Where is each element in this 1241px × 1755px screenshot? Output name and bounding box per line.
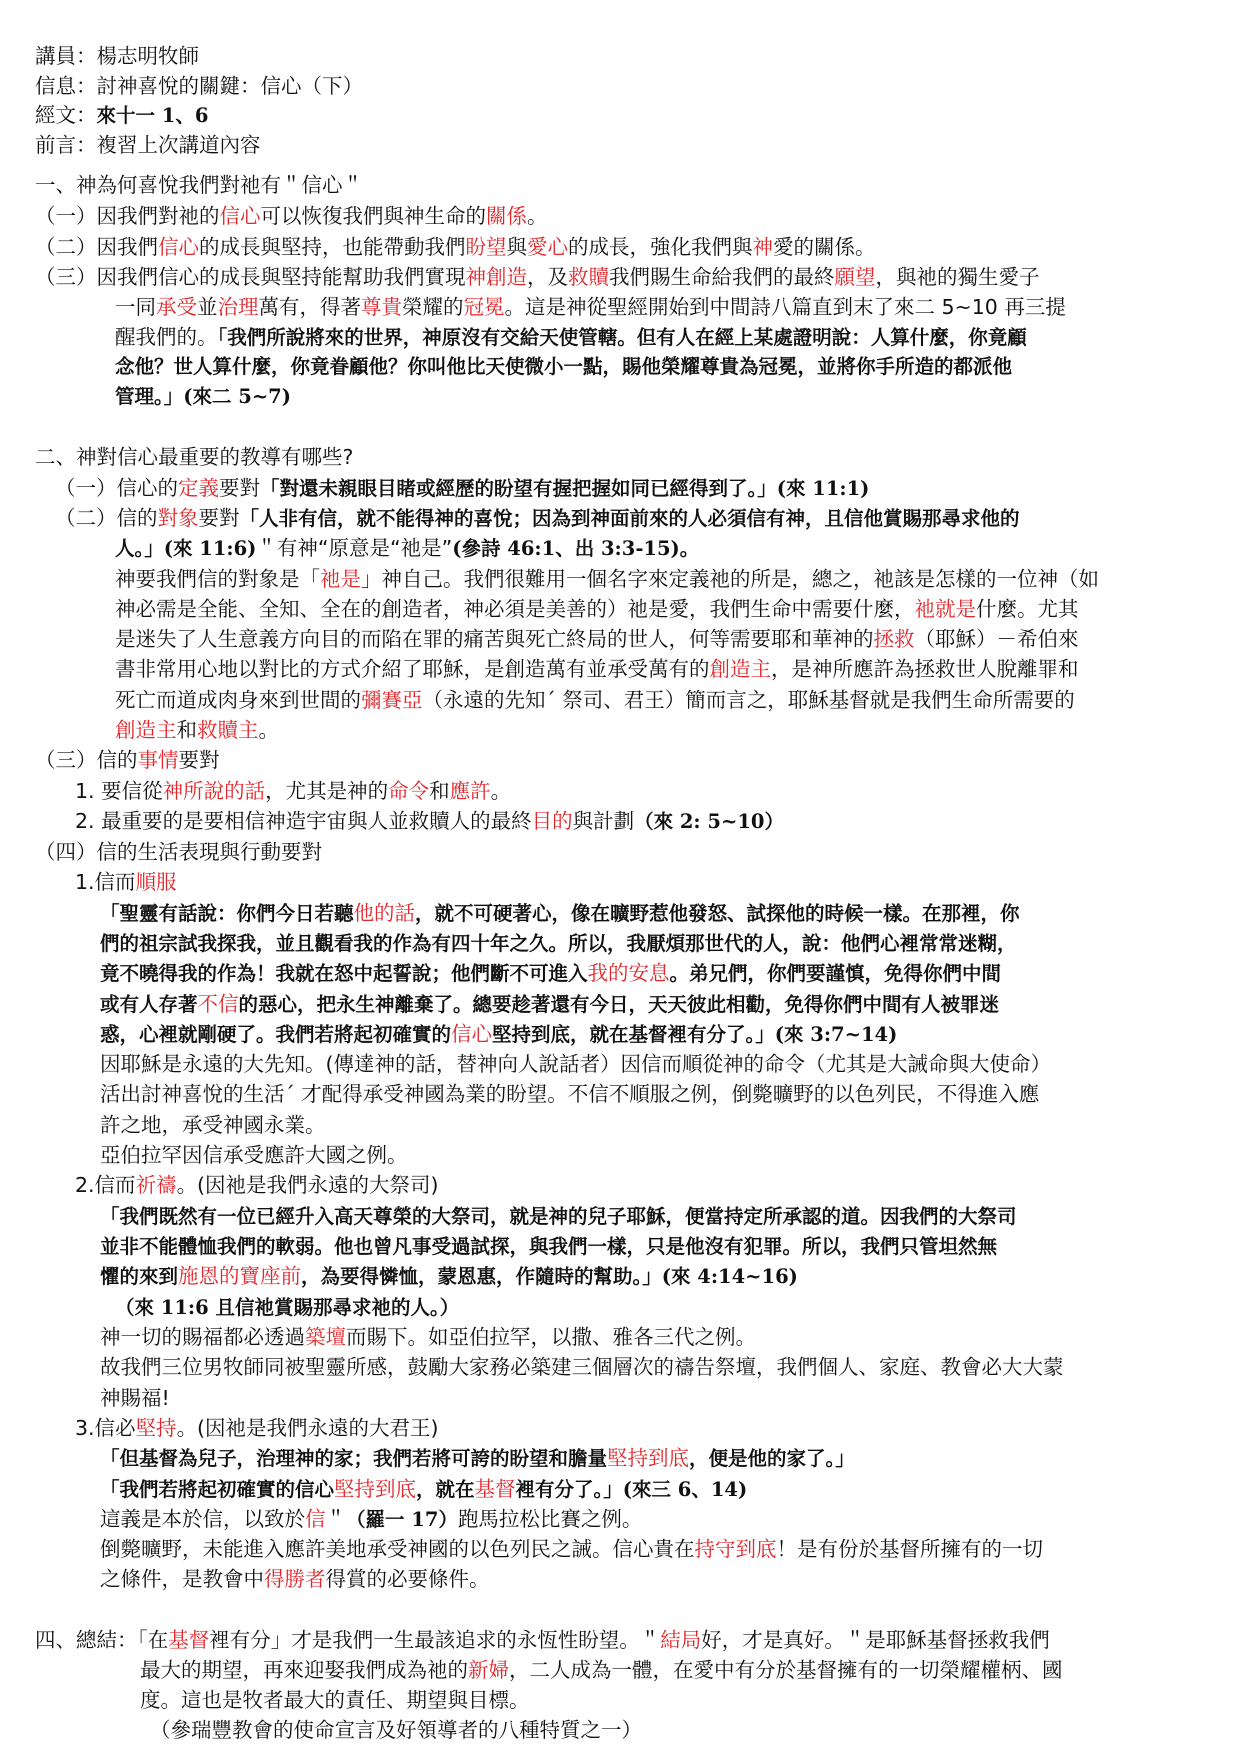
outline-line — [75, 777, 511, 806]
outline-line — [100, 1141, 408, 1170]
outline-line — [100, 1475, 747, 1504]
highlighted-term: 不信 — [197, 992, 239, 1016]
text-run: 一、神為何喜悅我們對祂有＂信心＂ — [35, 173, 363, 197]
text-run: 死亡而道成肉身來到世間的 — [115, 688, 361, 712]
outline-line — [100, 1535, 1043, 1564]
highlighted-term: 結局 — [660, 1628, 702, 1652]
scripture-quote: 懼的來到 — [100, 1265, 179, 1288]
outline-line — [100, 1202, 1017, 1231]
text-run: 與計劃 — [572, 809, 635, 833]
outline-line — [100, 1020, 897, 1049]
outline-line — [115, 655, 1079, 684]
text-run: 信息：討神喜悅的關鍵：信心（下） — [35, 74, 363, 98]
outline-line — [35, 746, 220, 775]
highlighted-term: 祈禱 — [135, 1173, 177, 1197]
outline-line — [100, 1384, 170, 1413]
text-run: ＂ — [325, 1507, 346, 1531]
text-run: 3.信必 — [75, 1416, 136, 1440]
speaker-line — [35, 42, 199, 71]
outline-line — [115, 716, 279, 745]
text-run: 許之地，承受神國永業。 — [100, 1113, 326, 1137]
highlighted-term: 冠冕 — [463, 295, 505, 319]
highlighted-term: 基督 — [168, 1628, 210, 1652]
text-run: （二）因我們 — [35, 235, 158, 259]
scripture-quote: (參詩 46:1、出 3:3-15)。 — [452, 537, 700, 560]
text-run: 前言：複習上次講道內容 — [35, 133, 261, 157]
outline-line — [100, 1050, 1051, 1079]
highlighted-term: 尊貴 — [361, 295, 402, 319]
text-run: 因耶穌是永遠的大先知。(傳達神的話，替神向人說話者）因信而順從神的命令（尤其是大誡命與大使命） — [100, 1052, 1051, 1076]
scripture-quote: 們的祖宗試我探我，並且觀看我的作為有四十年之久。所以，我厭煩那世代的人，說：他們心裡常常迷糊， — [100, 932, 1017, 955]
outline-line — [75, 868, 177, 897]
highlighted-term: 定義 — [178, 476, 219, 500]
outline-line — [35, 263, 1040, 292]
outline-line — [100, 990, 999, 1019]
highlighted-term: 盼望 — [465, 235, 507, 259]
text-run: （一）信心的 — [55, 476, 178, 500]
text-run: 醒我們的。 — [115, 325, 218, 349]
text-run: 2. 最重要的是要相信神造宇宙與人並救贖人的最終 — [75, 809, 532, 833]
outline-line — [150, 1716, 642, 1745]
text-run: 的成長與堅持，也能帶動我們 — [199, 235, 466, 259]
scripture-quote: 「但基督為兒子，治理神的家；我們若將可誇的盼望和膽量 — [100, 1447, 608, 1470]
text-run: 神一切的賜福都必透過 — [100, 1325, 305, 1349]
text-run: 可以恢復我們與神生命的 — [260, 204, 486, 228]
outline-line — [115, 352, 1012, 381]
outline-line — [115, 534, 699, 563]
text-run: 。這是神從聖經開始到中間詩八篇直到末了來二 5~10 再三提 — [504, 295, 1066, 319]
outline-line — [100, 1232, 997, 1261]
outline-line — [140, 1686, 530, 1715]
scripture-quote: 堅持到底，就在基督裡有分了。」(來 3:7~14) — [492, 1023, 898, 1046]
text-run: 而賜下。如亞伯拉罕，以撒、雅各三代之例。 — [346, 1325, 756, 1349]
text-run: 活出討神喜悅的生活´ 才配得承受神國為業的盼望。不信不順服之例，倒斃曠野的以色列民，不得進入應 — [100, 1082, 1040, 1106]
outline-line — [55, 504, 1020, 533]
text-run: （永遠的先知´ 祭司、君王）簡而言之，耶穌基督就是我們生命所需要的 — [422, 688, 1075, 712]
outline-line — [100, 1444, 855, 1473]
text-run: （三）信的 — [35, 748, 138, 772]
scripture-quote: ，為要得憐恤，蒙恩惠，作隨時的幫助。」(來 4:14~16) — [301, 1265, 798, 1288]
outline-line — [35, 171, 363, 200]
text-run: 之條件，是教會中 — [100, 1567, 264, 1591]
scripture-quote: 或有人存著 — [100, 993, 198, 1016]
highlighted-term: 目的 — [531, 809, 573, 833]
highlighted-term: 對象 — [157, 506, 199, 530]
highlighted-term: 神 — [752, 235, 773, 259]
outline-line — [140, 1656, 1063, 1685]
text-run: 2.信而 — [75, 1173, 136, 1197]
text-run: （耶穌）－希伯來 — [914, 627, 1079, 651]
text-run: 度。這也是牧者最大的責任、期望與目標。 — [140, 1688, 530, 1712]
text-run: 亞伯拉罕因信承受應許大國之例。 — [100, 1143, 408, 1167]
text-run: ，是神所應許為拯救世人脫離罪和 — [771, 657, 1079, 681]
scripture-quote: ，便是他的家了。」 — [689, 1447, 855, 1470]
highlighted-term: 施恩的寶座前 — [178, 1264, 302, 1288]
scripture-quote: 「對還未親眼目睹或經歷的盼望有握把握如同已經得到了。」(來 11:1) — [260, 477, 870, 500]
highlighted-term: 救贖 — [568, 265, 609, 289]
outline-line — [35, 443, 353, 472]
text-run: 二、神對信心最重要的教導有哪些? — [35, 445, 354, 469]
text-run: 神要我們信的對象是「 — [115, 567, 320, 591]
outline-line — [100, 959, 1001, 988]
highlighted-term: 拯救 — [873, 627, 915, 651]
outline-line — [115, 686, 1075, 715]
text-run: ，及 — [527, 265, 568, 289]
text-run: 好，才是真好。＂是耶穌基督拯救我們 — [701, 1628, 1050, 1652]
scripture-quote: 「我們所說將來的世界，神原沒有交給天使管轄。但有人在經上某處證明說：人算什麼，你竟顧 — [217, 326, 1027, 349]
outline-line — [75, 1171, 439, 1200]
text-run: 。 — [527, 204, 548, 228]
highlighted-term: 事情 — [137, 748, 179, 772]
highlighted-term: 築壇 — [305, 1325, 346, 1349]
scripture-line — [35, 101, 208, 130]
scripture-quote: （來 11:6 且信祂賞賜那尋求祂的人。） — [115, 1296, 460, 1319]
highlighted-term: 祂就是 — [914, 597, 976, 621]
highlighted-term: 願望 — [834, 265, 876, 289]
outline-line — [115, 382, 291, 411]
text-run: （二）信的 — [55, 506, 158, 530]
scripture-quote: 裡有分了。」(來三 6、14) — [515, 1478, 748, 1501]
scripture-quote: 念他？世人算什麼，你竟眷顧他？你叫他比天使微小一點，賜他榮耀尊貴為冠冕，並將你手所造的都派他 — [115, 355, 1013, 378]
text-run: 書非常用心地以對比的方式介紹了耶穌，是創造萬有並承受萬有的 — [115, 657, 710, 681]
outline-line — [115, 323, 1027, 352]
highlighted-term: 堅持到底 — [334, 1477, 417, 1501]
scripture-quote: 「聖靈有話說：你們今日若聽 — [100, 902, 354, 925]
highlighted-term: 持守到底 — [694, 1537, 777, 1561]
text-run: 1.信而 — [75, 870, 136, 894]
text-run: 神賜福! — [100, 1386, 170, 1410]
text-run: 萬有，得著 — [258, 295, 361, 319]
highlighted-term: 關係 — [486, 204, 527, 228]
text-run: 什麼。尤其 — [976, 597, 1079, 621]
outline-line — [100, 1353, 1064, 1382]
text-run: 得賞的必要條件。 — [325, 1567, 490, 1591]
highlighted-term: 承受 — [156, 295, 197, 319]
highlighted-term: 堅持到底 — [607, 1446, 690, 1470]
text-run: 故我們三位男牧師同被聖靈所感，鼓勵大家務必築建三個層次的禱告祭壇，我們個人、家庭、教會必大大蒙 — [100, 1355, 1064, 1379]
text-run: 與 — [506, 235, 527, 259]
text-run: 愛的關係。 — [773, 235, 876, 259]
scripture-quote: 的惡心，把永生神離棄了。總要趁著還有今日，天天彼此相勸，免得你們中間有人被罪迷 — [238, 993, 1000, 1016]
highlighted-term: 應許 — [449, 779, 491, 803]
text-run: 並 — [197, 295, 218, 319]
highlighted-term: 彌賽亞 — [361, 688, 423, 712]
highlighted-term: 他的話 — [353, 901, 416, 925]
highlighted-term: 信心 — [158, 235, 199, 259]
scripture-quote: 「人非有信，就不能得神的喜悅；因為到神面前來的人必須信有神，且信他賞賜那尋求他的 — [239, 507, 1020, 530]
text-run: 四、總結：「在 — [35, 1628, 169, 1652]
text-run: 要對 — [178, 748, 220, 772]
outline-line — [35, 233, 876, 262]
outline-line — [100, 1111, 326, 1140]
text-run: 的成長，強化我們與 — [568, 235, 753, 259]
text-run: 倒斃曠野，未能進入應許美地承受神國的以色列民之誡。信心貴在 — [100, 1537, 695, 1561]
scripture-quote: 「我們若將起初確實的信心 — [100, 1478, 335, 1501]
scripture-quote: 人。」(來 11:6) — [115, 537, 257, 560]
text-run: 要對 — [219, 476, 260, 500]
text-run: 。(因祂是我們永遠的大君王) — [176, 1416, 439, 1440]
highlighted-term: 基督 — [474, 1477, 516, 1501]
highlighted-term: 治理 — [217, 295, 259, 319]
scripture-quote: 「我們既然有一位已經升入高天尊榮的大祭司，就是神的兒子耶穌，便當持定所承認的道。因我們的大祭司 — [100, 1205, 1017, 1228]
highlighted-term: 信心 — [219, 204, 261, 228]
text-run: 。(因祂是我們永遠的大祭司) — [176, 1173, 439, 1197]
outline-line — [115, 1293, 459, 1322]
text-run: 我們賜生命給我們的最終 — [609, 265, 835, 289]
highlighted-term: 順服 — [135, 870, 177, 894]
text-run: 和 — [429, 779, 450, 803]
text-run: ，二人成為一體，在愛中有分於基督擁有的一切榮耀權柄、國 — [509, 1658, 1063, 1682]
text-run: 要對 — [198, 506, 240, 530]
scripture-quote: ，就在 — [416, 1478, 475, 1501]
highlighted-term: 命令 — [388, 779, 430, 803]
text-run: ，與祂的獨生愛子 — [875, 265, 1040, 289]
outline-line — [115, 625, 1079, 654]
text-run: 榮耀的 — [402, 295, 464, 319]
outline-line — [35, 1626, 1050, 1655]
text-run: 裡有分」才是我們一生最該追求的永恆性盼望。＂ — [209, 1628, 661, 1652]
scripture-quote: （羅一 17） — [346, 1508, 458, 1531]
highlighted-term: 我的安息 — [587, 961, 670, 985]
outline-line — [100, 899, 1020, 928]
text-run: 跑馬拉松比賽之例。 — [457, 1507, 643, 1531]
text-run: （一）因我們對祂的 — [35, 204, 220, 228]
scripture-quote: 竟不曉得我的作為！我就在怒中起誓說；他們斷不可進入 — [100, 962, 588, 985]
outline-line — [100, 1323, 756, 1352]
text-run: 。 — [490, 779, 512, 803]
outline-line — [115, 565, 1099, 594]
text-run: 是迷失了人生意義方向目的而陷在罪的痛苦與死亡終局的世人，何等需要耶和華神的 — [115, 627, 874, 651]
scripture-quote: 管理。」(來二 5~7) — [115, 385, 291, 408]
outline-line — [75, 807, 784, 836]
scripture-quote: （來 2: 5~10） — [634, 810, 784, 833]
text-run: ＂有神“原意是“祂是” — [256, 536, 453, 560]
outline-line — [35, 838, 322, 867]
highlighted-term: 得勝者 — [264, 1567, 326, 1591]
scripture-quote: 來十一 1、6 — [96, 104, 209, 127]
highlighted-term: 救贖主 — [197, 718, 259, 742]
outline-line — [35, 202, 548, 231]
scripture-quote: ，就不可硬著心，像在曠野惹他發怒、試探他的時候一樣。在那裡，你 — [415, 902, 1020, 925]
outline-line — [55, 474, 869, 503]
message-title-line — [35, 72, 363, 101]
text-run: 經文： — [35, 103, 97, 127]
outline-line — [115, 595, 1079, 624]
text-run: （三）因我們信心的成長與堅持能幫助我們實現 — [35, 265, 466, 289]
highlighted-term: 信 — [305, 1507, 326, 1531]
text-run: 。 — [258, 718, 279, 742]
text-run: ，尤其是神的 — [265, 779, 389, 803]
text-run: 神必需是全能、全知、全在的創造者，神必須是美善的）祂是愛，我們生命中需要什麼， — [115, 597, 915, 621]
text-run: 和 — [176, 718, 197, 742]
scripture-quote: 。弟兄們，你們要謹慎，免得你們中間 — [669, 962, 1002, 985]
highlighted-term: 創造主 — [115, 718, 177, 742]
highlighted-term: 堅持 — [135, 1416, 177, 1440]
highlighted-term: 愛心 — [527, 235, 568, 259]
text-run: （參瑞豐教會的使命宣言及好領導者的八種特質之一） — [150, 1718, 642, 1742]
highlighted-term: 神所說的話 — [162, 779, 266, 803]
outline-line — [100, 1080, 1039, 1109]
outline-line — [100, 1262, 798, 1291]
scripture-quote: 惑，心裡就剛硬了。我們若將起初確實的 — [100, 1023, 452, 1046]
outline-line — [100, 1505, 642, 1534]
highlighted-term: 神創造 — [465, 265, 527, 289]
text-run: （四）信的生活表現與行動要對 — [35, 840, 322, 864]
text-run: 這義是本於信，以致於 — [100, 1507, 305, 1531]
scripture-quote: 並非不能體恤我們的軟弱。他也曾凡事受過試探，與我們一樣，只是他沒有犯罪。所以，我們只管坦然無 — [100, 1235, 998, 1258]
outline-line — [100, 1565, 490, 1594]
text-run: 最大的期望，再來迎娶我們成為祂的 — [140, 1658, 468, 1682]
text-run: ！是有份於基督所擁有的一切 — [776, 1537, 1043, 1561]
text-run: 」神自己。我們很難用一個名字來定義祂的所是，總之，祂該是怎樣的一位神（如 — [361, 567, 1099, 591]
highlighted-term: 新婦 — [468, 1658, 509, 1682]
text-run: 講員：楊志明牧師 — [35, 44, 199, 68]
highlighted-term: 信心 — [451, 1022, 493, 1046]
highlighted-term: 祂是 — [320, 567, 361, 591]
highlighted-term: 創造主 — [709, 657, 771, 681]
outline-line — [100, 929, 1017, 958]
text-run: 一同 — [115, 295, 156, 319]
outline-line — [115, 293, 1066, 322]
preface-line — [35, 131, 261, 160]
text-run: 1. 要信從 — [75, 779, 163, 803]
outline-line — [75, 1414, 439, 1443]
